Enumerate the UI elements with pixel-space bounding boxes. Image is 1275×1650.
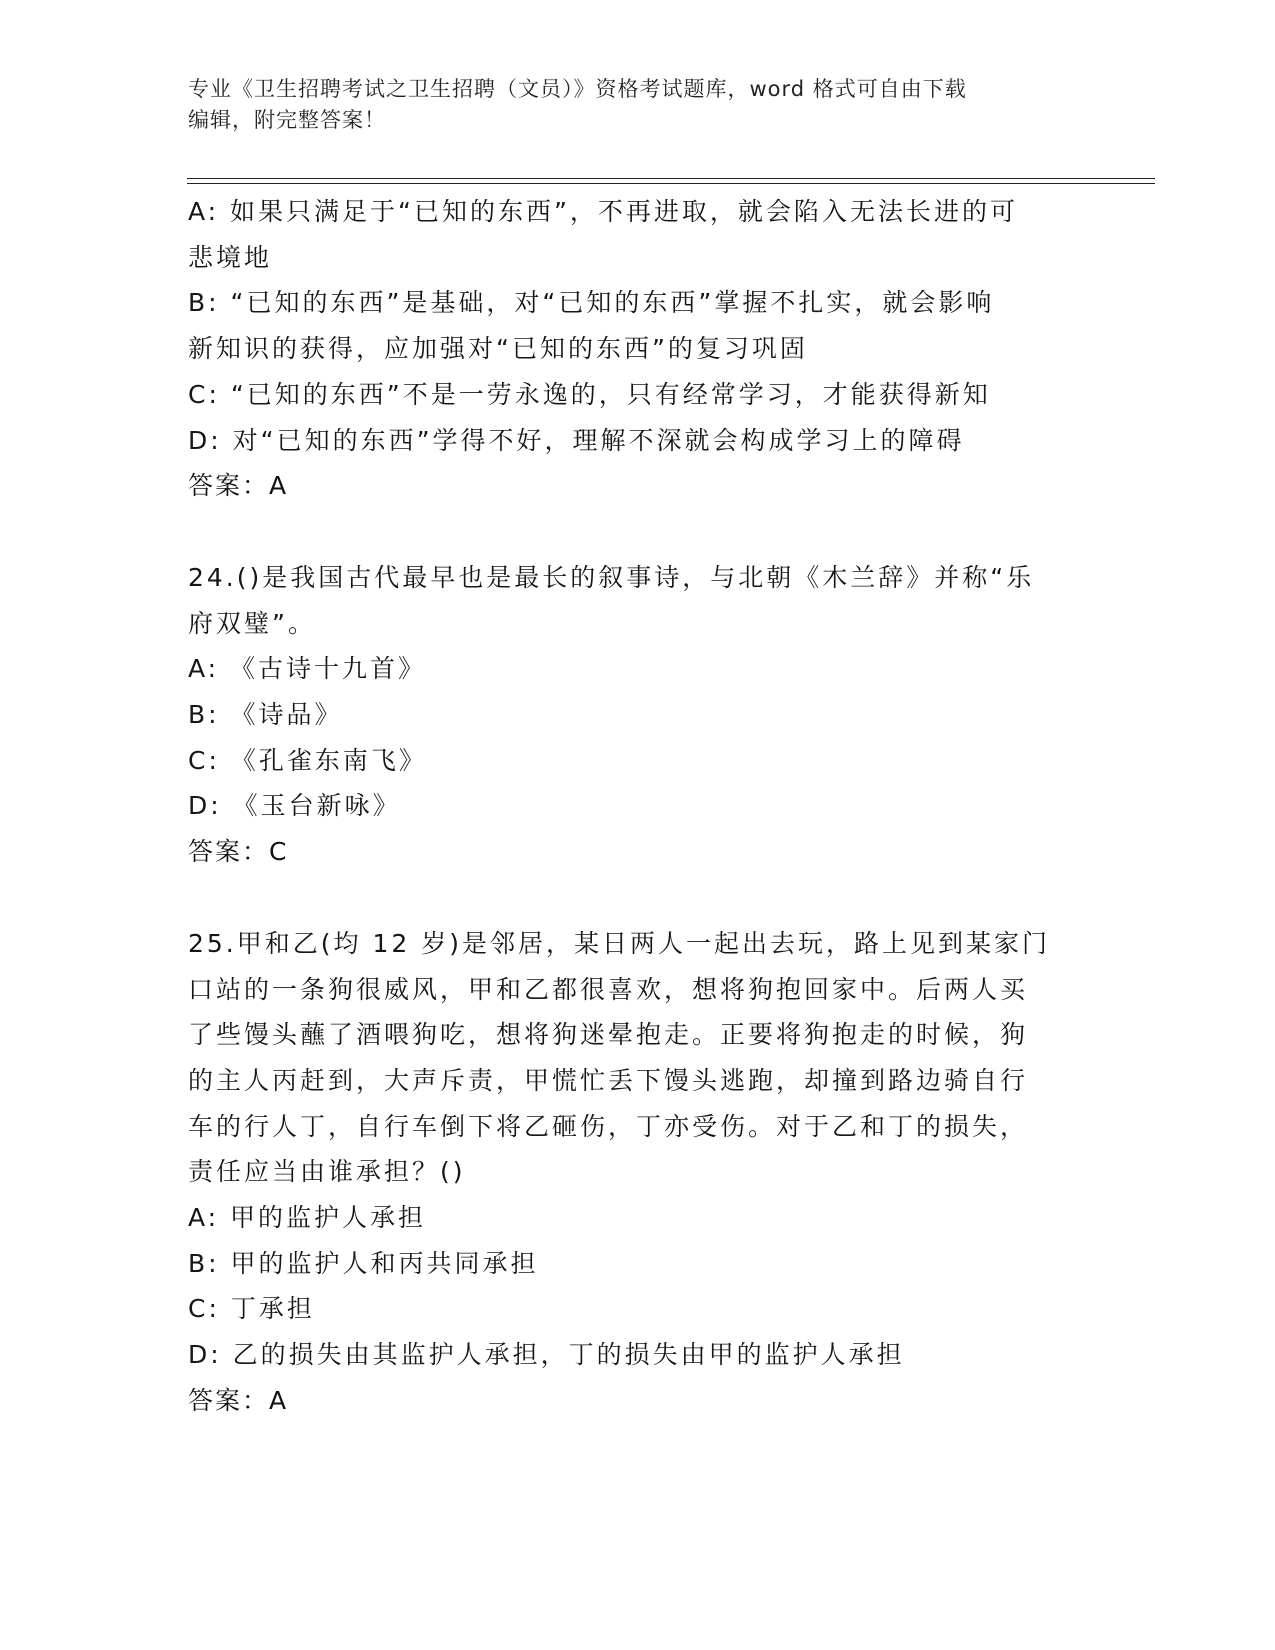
q24-option-c: C: 《孔雀东南飞》 bbox=[188, 745, 427, 775]
q25-option-b: B: 甲的监护人和丙共同承担 bbox=[188, 1248, 539, 1278]
q23-option-b-line-1: B: “已知的东西”是基础，对“已知的东西”掌握不扎实，就会影响 bbox=[188, 288, 995, 318]
q23-option-c: C: “已知的东西”不是一劳永逸的，只有经常学习，才能获得新知 bbox=[188, 379, 991, 409]
spacer bbox=[188, 875, 1088, 921]
q25-stem-line-3: 了些馒头蘸了酒喂狗吃，想将狗迷晕抱走。正要将狗抱走的时候，狗 bbox=[188, 1020, 1029, 1050]
question-content bbox=[188, 189, 1088, 1424]
q24-option-a: A: 《古诗十九首》 bbox=[188, 654, 427, 684]
q23-option-b-line-2: 新知识的获得，应加强对“已知的东西”的复习巩固 bbox=[188, 334, 808, 364]
q24-option-b: B: 《诗品》 bbox=[188, 700, 343, 730]
q25-option-a: A: 甲的监护人承担 bbox=[188, 1203, 427, 1233]
q24-option-d: D: 《玉台新咏》 bbox=[188, 791, 401, 821]
q24-stem-line-2: 府双璧”。 bbox=[188, 608, 316, 638]
header-line-1: 专业《卫生招聘考试之卫生招聘（文员）》资格考试题库，word 格式可自由下载 bbox=[188, 77, 967, 101]
header-divider-top bbox=[187, 178, 1155, 179]
q24-answer: 答案：C bbox=[188, 837, 289, 867]
q25-stem-line-1: 25.甲和乙(均 12 岁)是邻居，某日两人一起出去玩，路上见到某家门 bbox=[188, 928, 1050, 958]
q23-option-d: D: 对“已知的东西”学得不好，理解不深就会构成学习上的障碍 bbox=[188, 425, 965, 455]
header-divider-bottom bbox=[187, 183, 1155, 184]
document-header bbox=[188, 74, 1088, 136]
header-line-2: 编辑，附完整答案！ bbox=[188, 108, 386, 132]
spacer bbox=[188, 509, 1088, 555]
q25-answer: 答案：A bbox=[188, 1385, 289, 1415]
q25-stem-line-2: 口站的一条狗很威风，甲和乙都很喜欢，想将狗抱回家中。后两人买 bbox=[188, 974, 1029, 1004]
q23-answer: 答案：A bbox=[188, 471, 289, 501]
question-23-options bbox=[188, 189, 1088, 509]
q25-option-d: D: 乙的损失由其监护人承担，丁的损失由甲的监护人承担 bbox=[188, 1340, 905, 1370]
question-24 bbox=[188, 555, 1088, 875]
q25-stem-line-6: 责任应当由谁承担？() bbox=[188, 1157, 466, 1187]
q25-option-c: C: 丁承担 bbox=[188, 1294, 315, 1324]
question-25 bbox=[188, 921, 1088, 1424]
q23-option-a-line-1: A: 如果只满足于“已知的东西”，不再进取，就会陷入无法长进的可 bbox=[188, 197, 1018, 226]
q23-option-a-line-2: 悲境地 bbox=[188, 242, 273, 272]
q24-stem-line-1: 24.()是我国古代最早也是最长的叙事诗，与北朝《木兰辞》并称“乐 bbox=[188, 562, 1035, 592]
q25-stem-line-4: 的主人丙赶到，大声斥责，甲慌忙丢下馒头逃跑，却撞到路边骑自行 bbox=[188, 1065, 1029, 1095]
q25-stem-line-5: 车的行人丁，自行车倒下将乙砸伤，丁亦受伤。对于乙和丁的损失， bbox=[188, 1111, 1029, 1141]
